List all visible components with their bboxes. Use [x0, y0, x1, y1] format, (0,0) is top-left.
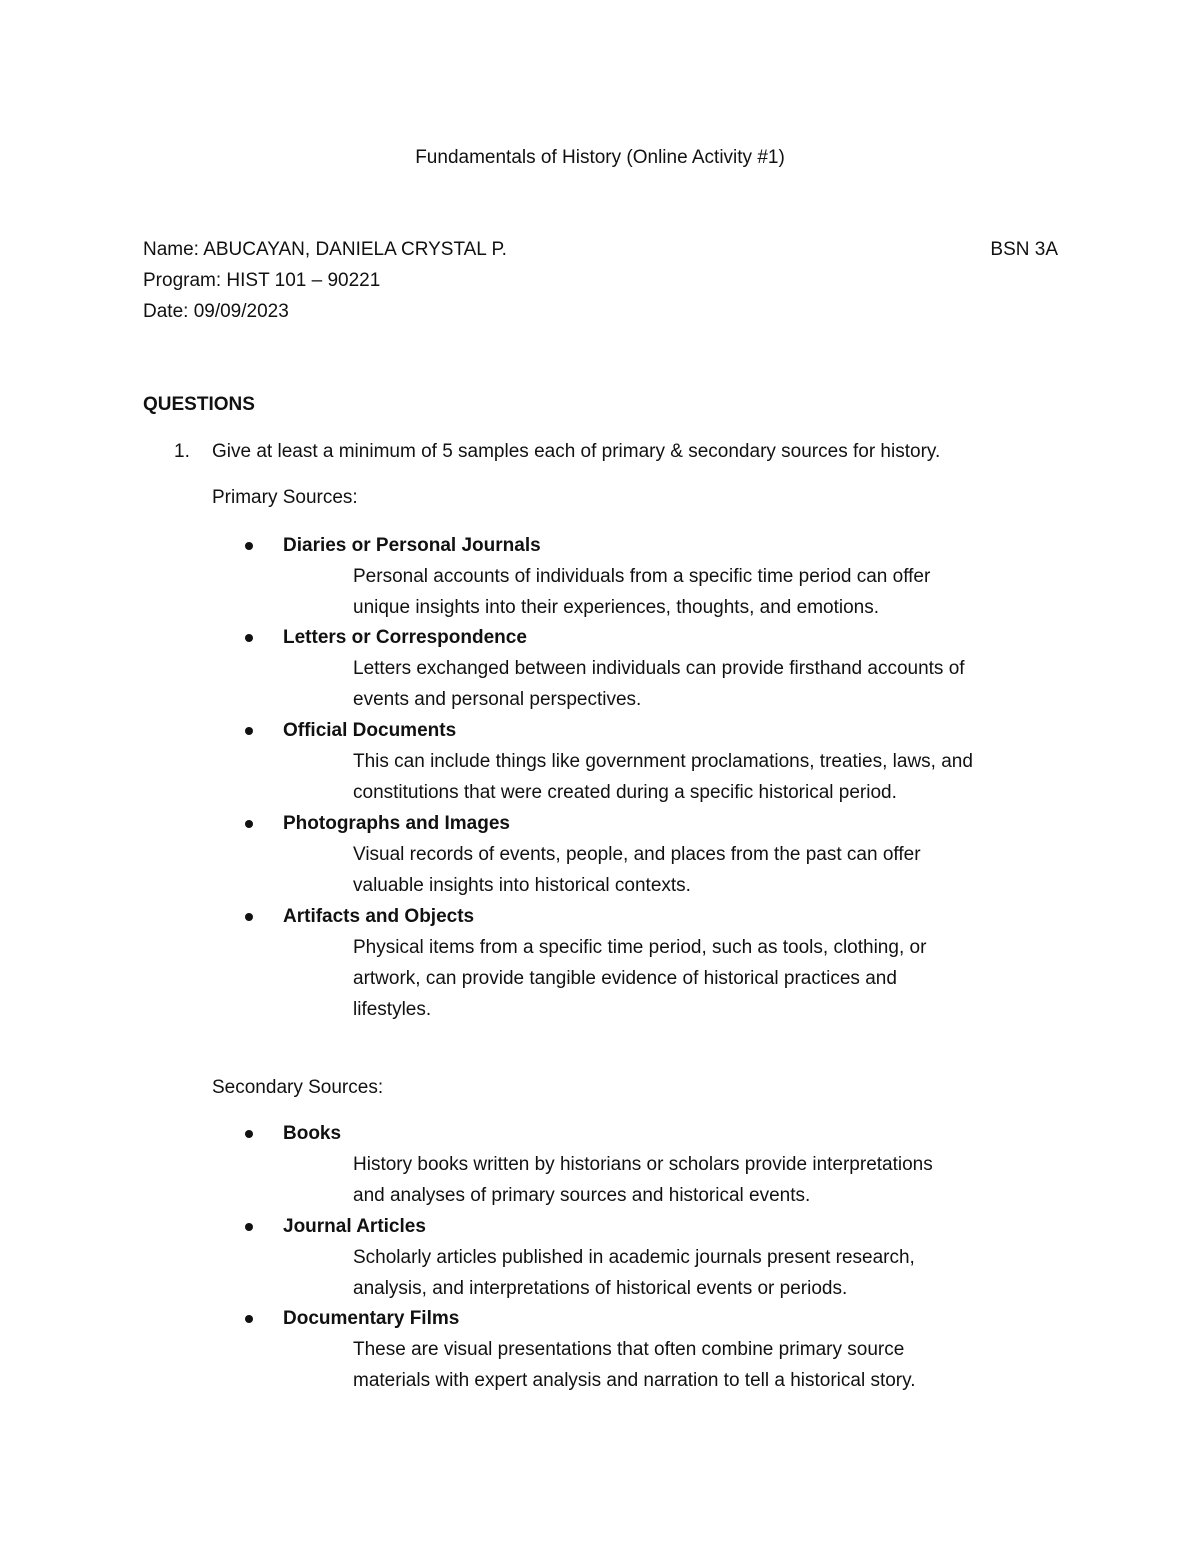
- primary-item-desc: artwork, can provide tangible evidence of historical practices and: [353, 968, 897, 989]
- primary-item-desc: unique insights into their experiences, thoughts, and emotions.: [353, 597, 879, 618]
- questions-heading: QUESTIONS: [143, 394, 255, 415]
- program-line: Program: HIST 101 – 90221: [143, 270, 381, 291]
- primary-item-desc: valuable insights into historical contexts.: [353, 875, 691, 896]
- secondary-sources-heading: Secondary Sources:: [212, 1077, 384, 1098]
- primary-item-desc: Letters exchanged between individuals can provide firsthand accounts of: [353, 658, 965, 679]
- question-text: Give at least a minimum of 5 samples each of primary & secondary sources for history.: [212, 441, 941, 462]
- primary-item-desc: Physical items from a specific time period, such as tools, clothing, or: [353, 937, 927, 958]
- primary-item-desc: This can include things like government proclamations, treaties, laws, and: [353, 751, 973, 772]
- secondary-item-title: Books: [283, 1123, 342, 1144]
- primary-item-desc: constitutions that were created during a specific historical period.: [353, 782, 897, 803]
- primary-item-title: Official Documents: [283, 720, 457, 741]
- secondary-item-title: Journal Articles: [283, 1216, 426, 1237]
- secondary-item-desc: materials with expert analysis and narration to tell a historical story.: [353, 1370, 916, 1391]
- primary-item-title: Diaries or Personal Journals: [283, 535, 541, 556]
- bullet-icon: [245, 1130, 253, 1138]
- student-name: Name: ABUCAYAN, DANIELA CRYSTAL P.: [143, 239, 507, 260]
- secondary-item-desc: and analyses of primary sources and historical events.: [353, 1185, 811, 1206]
- bullet-icon: [245, 634, 253, 642]
- bullet-icon: [245, 542, 253, 550]
- bullet-icon: [245, 913, 253, 921]
- primary-item-desc: events and personal perspectives.: [353, 689, 642, 710]
- bullet-icon: [245, 820, 253, 828]
- primary-item-title: Artifacts and Objects: [283, 906, 475, 927]
- secondary-item-desc: These are visual presentations that often combine primary source: [353, 1339, 905, 1360]
- primary-item-title: Letters or Correspondence: [283, 627, 527, 648]
- student-section: BSN 3A: [990, 239, 1058, 260]
- question-number: 1.: [174, 441, 190, 462]
- bullet-icon: [245, 1223, 253, 1231]
- primary-item-desc: lifestyles.: [353, 999, 432, 1020]
- secondary-item-desc: analysis, and interpretations of historical events or periods.: [353, 1278, 848, 1299]
- primary-item-desc: Visual records of events, people, and places from the past can offer: [353, 844, 921, 865]
- date-line: Date: 09/09/2023: [143, 301, 289, 322]
- secondary-item-desc: History books written by historians or scholars provide interpretations: [353, 1154, 933, 1175]
- secondary-item-title: Documentary Films: [283, 1308, 460, 1329]
- bullet-icon: [245, 1315, 253, 1323]
- primary-item-title: Photographs and Images: [283, 813, 510, 834]
- secondary-item-desc: Scholarly articles published in academic journals present research,: [353, 1247, 915, 1268]
- primary-item-desc: Personal accounts of individuals from a specific time period can offer: [353, 566, 931, 587]
- document-title: Fundamentals of History (Online Activity #1): [415, 147, 785, 168]
- bullet-icon: [245, 727, 253, 735]
- primary-sources-heading: Primary Sources:: [212, 487, 358, 508]
